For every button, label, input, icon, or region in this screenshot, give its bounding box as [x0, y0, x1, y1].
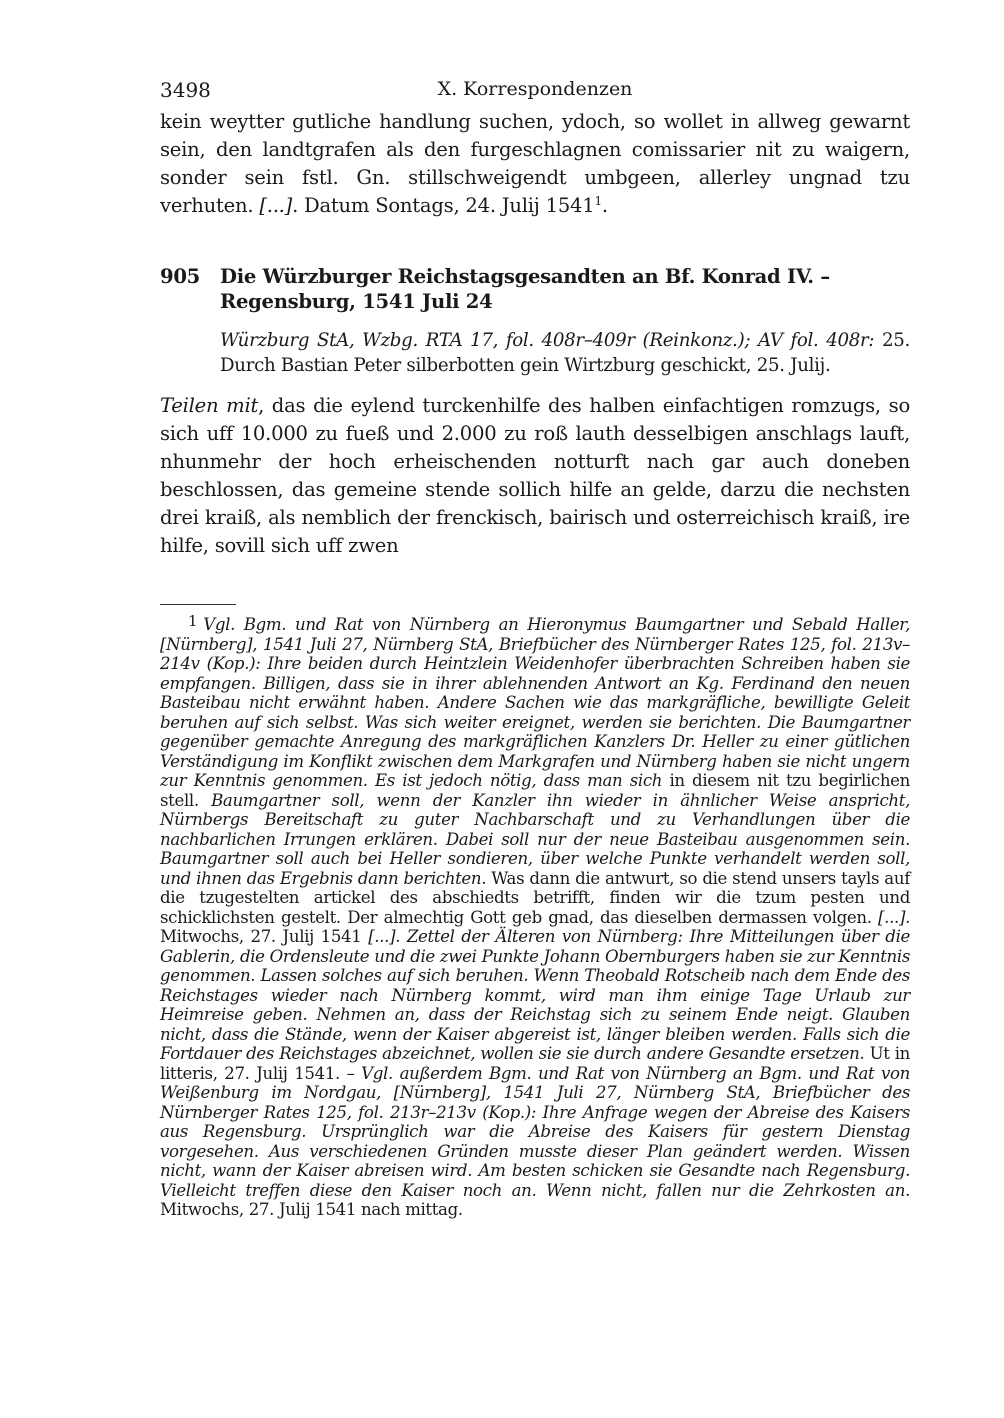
document-page [160, 78, 910, 1220]
entry-title: Die Würzburger Reichstagsgesandten an Bf. Konrad IV. – Regensburg, 1541 Juli 24 [220, 265, 830, 313]
page-header [160, 78, 910, 108]
running-title: X. Korrespondenzen [437, 78, 633, 100]
continuation-paragraph: kein weytter gutliche handlung suchen, ydoch, so wollet in allweg gewarnt sein, den landtgrafen als den furgeschlagnen comissarier nit zu waigern, sonder sein fstl. Gn. stillschweigendt umbgeen, allerley ungnad tzu verhuten. [...]. Datum Sontags, 24. Julij 1541$^1$. [160, 110, 910, 217]
source-note: Würzburg StA, Wzbg. RTA 17, fol. 408r–409r (Reinkonz.); AV fol. 408r: 25. Durch Bastian Peter silberbotten gein Wirtzburg geschickt, 25. Julij. [220, 330, 910, 376]
footnote: 1 Vgl. Bgm. und Rat von Nürnberg an Hieronymus Baumgartner und Sebald Haller, [Nürnberg], 1541 Juli 27, Nürnberg StA, Briefbücher des Nürnberger Rates 125, fol. 213v–214v (Kop.): Ihre beiden durch Heintzlein Weidenhofer überbrachten Schreiben haben sie empfangen. Billigen, dass sie in ihrer ablehnenden Antwort an Kg. Ferdinand den neuen Basteibau nicht erwähnt haben. Andere Sachen wie das markgräfliche, bewilligte Geleit beruhen auf sich selbst. Was sich weiter ereignet, werden sie berichten. Die Baumgartner gegenüber gemachte Anregung des markgräflichen Kanzlers Dr. Heller zu einer gütlichen Verständigung im Konflikt zwischen dem Markgrafen und Nürnberg haben sie nicht ungern zur Kenntnis genommen. Es ist jedoch nötig, dass man sich in diesem nit tzu begirlichen stell. Baumgartner soll, wenn der Kanzler ihn wieder in ähnlicher Weise anspricht, Nürnbergs Bereitschaft zu guter Nachbarschaft und zu Verhandlungen über die nachbarlichen Irrungen erklären. Dabei soll nur der neue Basteibau ausgenommen sein. Baumgartner soll auch bei Heller sondieren, über welche Punkte verhandelt werden soll, und ihnen das Ergebnis dann berichten. Was dann die antwurt, so die stend unsers tayls auf die tzugestelten artickel des abschiedts betrifft, finden wir die tzum pesten und schicklichsten gestelt. Der almechtig Gott geb gnad, das dieselben dermassen volgen. [...]. Mitwochs, 27. Julij 1541 [...]. Zettel der Älteren von Nürnberg: Ihre Mitteilungen über die Gablerin, die Ordensleute und die zwei Punkte Johann Obernburgers haben sie zur Kenntnis genommen. Lassen solches auf sich beruhen. Wenn Theobald Rotscheib nach dem Ende des Reichstages wieder nach Nürnberg kommt, wird man ihm einige Tage Urlaub zur Heimreise geben. Nehmen an, dass der Reichstag sich zu seinem Ende neigt. Glauben nicht, dass die Stände, wenn der Kaiser abgereist ist, länger bleiben werden. Falls sich die Fortdauer des Reichstages abzeichnet, wollen sie sie durch andere Gesandte ersetzen. Ut in litteris, 27. Julij 1541. – Vgl. außerdem Bgm. und Rat von Nürnberg an Bgm. und Rat von Weißenburg im Nordgau, [Nürnberg], 1541 Juli 27, Nürnberg StA, Briefbücher des Nürnberger Rates 125, fol. 213r–213v (Kop.): Ihre Anfrage wegen der Abreise des Kaisers aus Regensburg. Ursprünglich war die Abreise des Kaisers für gestern Dienstag vorgesehen. Aus verschiedenen Gründen musste dieser Plan geändert werden. Wissen nicht, wann der Kaiser abreisen wird. Am besten schicken sie Gesandte nach Regensburg. Vielleicht treffen diese den Kaiser noch an. Wenn nicht, fallen nur die Zehrkosten an. Mitwochs, 27. Julij 1541 nach mittag. [160, 612, 911, 1219]
entry-abstract: Teilen mit, das die eylend turckenhilfe des halben einfachtigen romzugs, so sich uff 10.000 zu fueß und 2.000 zu roß lauth desselbigen anschlags lauft, nhunmehr der hoch erheischenden notturft nach gar auch doneben beschlossen, das gemeine stende sollich hilfe an gelde, darzu die nechsten drei kraiß, als nemblich der frenckisch, bairisch und osterreichisch kraiß, ire hilfe, sovill sich uff zwen [160, 394, 910, 557]
footnote-divider [160, 604, 236, 605]
entry-heading [160, 264, 910, 314]
entry-number: 905 [160, 265, 201, 288]
footnote-reference[interactable]: 1 [594, 194, 602, 208]
page-number: 3498 [160, 78, 211, 102]
footnote-mark: 1 [188, 612, 198, 630]
